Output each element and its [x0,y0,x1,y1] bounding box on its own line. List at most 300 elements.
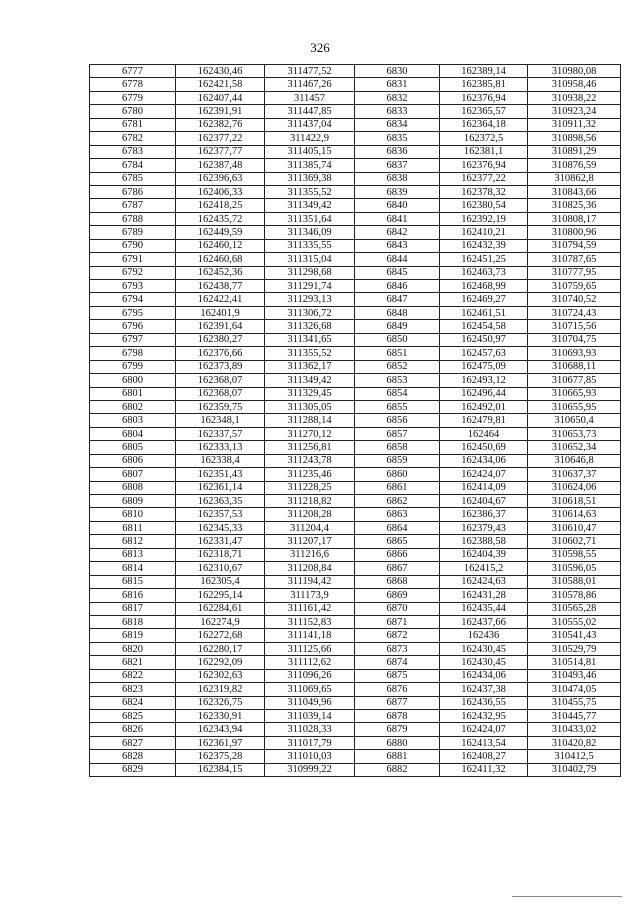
y-coordinate-cell: 311447,85 [265,105,355,118]
x-coordinate-cell: 162424,07 [440,468,528,481]
point-number-cell: 6819 [90,629,176,642]
table-row [90,535,621,548]
point-number-cell: 6784 [90,159,176,172]
point-number-cell: 6799 [90,360,176,373]
table-row [90,78,621,91]
y-coordinate-cell: 310688,11 [528,360,621,373]
point-number-cell: 6875 [355,669,440,682]
table-row [90,172,621,185]
y-coordinate-cell: 310618,51 [528,495,621,508]
point-number-cell: 6857 [355,427,440,440]
y-coordinate-cell: 311306,72 [265,306,355,319]
y-coordinate-cell: 311305,05 [265,400,355,413]
table-row [90,293,621,306]
table-row [90,723,621,736]
x-coordinate-cell: 162388,58 [440,535,528,548]
point-number-cell: 6783 [90,145,176,158]
point-number-cell: 6787 [90,199,176,212]
table-row [90,521,621,534]
x-coordinate-cell: 162450,97 [440,333,528,346]
y-coordinate-cell: 311329,45 [265,387,355,400]
table-row [90,683,621,696]
y-coordinate-cell: 310637,37 [528,468,621,481]
x-coordinate-cell: 162460,12 [176,239,265,252]
table-row [90,696,621,709]
table-row [90,427,621,440]
point-number-cell: 6780 [90,105,176,118]
table-row [90,750,621,763]
table-row [90,132,621,145]
point-number-cell: 6834 [355,118,440,131]
y-coordinate-cell: 310911,32 [528,118,621,131]
x-coordinate-cell: 162391,91 [176,105,265,118]
y-coordinate-cell: 311351,64 [265,212,355,225]
y-coordinate-cell: 310493,46 [528,669,621,682]
table-row [90,736,621,749]
x-coordinate-cell: 162385,81 [440,78,528,91]
y-coordinate-cell: 311228,25 [265,481,355,494]
y-coordinate-cell: 311477,52 [265,65,355,78]
point-number-cell: 6809 [90,495,176,508]
point-number-cell: 6881 [355,750,440,763]
point-number-cell: 6852 [355,360,440,373]
y-coordinate-cell: 310402,79 [528,763,621,776]
y-coordinate-cell: 310898,56 [528,132,621,145]
y-coordinate-cell: 310923,24 [528,105,621,118]
x-coordinate-cell: 162318,71 [176,548,265,561]
y-coordinate-cell: 310598,55 [528,548,621,561]
y-coordinate-cell: 311208,28 [265,508,355,521]
point-number-cell: 6841 [355,212,440,225]
table-row [90,629,621,642]
x-coordinate-cell: 162410,21 [440,226,528,239]
y-coordinate-cell: 310891,29 [528,145,621,158]
x-coordinate-cell: 162337,57 [176,427,265,440]
y-coordinate-cell: 310652,34 [528,441,621,454]
x-coordinate-cell: 162436 [440,629,528,642]
point-number-cell: 6856 [355,414,440,427]
x-coordinate-cell: 162376,94 [440,159,528,172]
y-coordinate-cell: 311243,78 [265,454,355,467]
point-number-cell: 6853 [355,374,440,387]
y-coordinate-cell: 310474,05 [528,683,621,696]
y-coordinate-cell: 310876,59 [528,159,621,172]
coordinates-table-body [90,65,621,777]
x-coordinate-cell: 162391,64 [176,320,265,333]
y-coordinate-cell: 311315,04 [265,253,355,266]
point-number-cell: 6803 [90,414,176,427]
y-coordinate-cell: 310578,86 [528,589,621,602]
table-row [90,199,621,212]
table-row [90,387,621,400]
point-number-cell: 6874 [355,656,440,669]
x-coordinate-cell: 162454,58 [440,320,528,333]
y-coordinate-cell: 310843,66 [528,185,621,198]
point-number-cell: 6850 [355,333,440,346]
x-coordinate-cell: 162435,44 [440,602,528,615]
x-coordinate-cell: 162351,43 [176,468,265,481]
y-coordinate-cell: 310596,05 [528,562,621,575]
y-coordinate-cell: 310588,01 [528,575,621,588]
point-number-cell: 6781 [90,118,176,131]
y-coordinate-cell: 310715,56 [528,320,621,333]
x-coordinate-cell: 162372,5 [440,132,528,145]
x-coordinate-cell: 162310,67 [176,562,265,575]
point-number-cell: 6838 [355,172,440,185]
x-coordinate-cell: 162430,45 [440,656,528,669]
point-number-cell: 6806 [90,454,176,467]
y-coordinate-cell: 311218,82 [265,495,355,508]
table-row [90,414,621,427]
point-number-cell: 6861 [355,481,440,494]
x-coordinate-cell: 162379,43 [440,521,528,534]
table-row [90,562,621,575]
x-coordinate-cell: 162319,82 [176,683,265,696]
point-number-cell: 6789 [90,226,176,239]
table-row [90,226,621,239]
x-coordinate-cell: 162386,37 [440,508,528,521]
table-row [90,669,621,682]
y-coordinate-cell: 311362,17 [265,360,355,373]
y-coordinate-cell: 311326,68 [265,320,355,333]
y-coordinate-cell: 311208,84 [265,562,355,575]
point-number-cell: 6844 [355,253,440,266]
y-coordinate-cell: 310610,47 [528,521,621,534]
x-coordinate-cell: 162302,63 [176,669,265,682]
point-number-cell: 6854 [355,387,440,400]
point-number-cell: 6786 [90,185,176,198]
point-number-cell: 6791 [90,253,176,266]
x-coordinate-cell: 162389,14 [440,65,528,78]
y-coordinate-cell: 310677,85 [528,374,621,387]
y-coordinate-cell: 310412,5 [528,750,621,763]
point-number-cell: 6843 [355,239,440,252]
point-number-cell: 6831 [355,78,440,91]
point-number-cell: 6810 [90,508,176,521]
y-coordinate-cell: 310455,75 [528,696,621,709]
y-coordinate-cell: 311112,62 [265,656,355,669]
table-row [90,320,621,333]
point-number-cell: 6846 [355,280,440,293]
point-number-cell: 6865 [355,535,440,548]
x-coordinate-cell: 162424,63 [440,575,528,588]
y-coordinate-cell: 311341,65 [265,333,355,346]
x-coordinate-cell: 162330,91 [176,710,265,723]
point-number-cell: 6801 [90,387,176,400]
x-coordinate-cell: 162437,38 [440,683,528,696]
table-row [90,454,621,467]
x-coordinate-cell: 162493,12 [440,374,528,387]
x-coordinate-cell: 162387,48 [176,159,265,172]
point-number-cell: 6871 [355,615,440,628]
x-coordinate-cell: 162377,22 [440,172,528,185]
y-coordinate-cell: 311270,12 [265,427,355,440]
point-number-cell: 6868 [355,575,440,588]
point-number-cell: 6797 [90,333,176,346]
x-coordinate-cell: 162331,47 [176,535,265,548]
x-coordinate-cell: 162468,99 [440,280,528,293]
x-coordinate-cell: 162373,89 [176,360,265,373]
y-coordinate-cell: 310693,93 [528,347,621,360]
point-number-cell: 6825 [90,710,176,723]
y-coordinate-cell: 311405,15 [265,145,355,158]
x-coordinate-cell: 162461,51 [440,306,528,319]
x-coordinate-cell: 162435,72 [176,212,265,225]
x-coordinate-cell: 162475,09 [440,360,528,373]
y-coordinate-cell: 311161,42 [265,602,355,615]
point-number-cell: 6818 [90,615,176,628]
point-number-cell: 6828 [90,750,176,763]
point-number-cell: 6802 [90,400,176,413]
y-coordinate-cell: 310555,02 [528,615,621,628]
table-row [90,185,621,198]
x-coordinate-cell: 162343,94 [176,723,265,736]
table-row [90,441,621,454]
x-coordinate-cell: 162450,69 [440,441,528,454]
y-coordinate-cell: 310958,46 [528,78,621,91]
y-coordinate-cell: 311422,9 [265,132,355,145]
point-number-cell: 6840 [355,199,440,212]
x-coordinate-cell: 162333,13 [176,441,265,454]
table-row [90,710,621,723]
point-number-cell: 6807 [90,468,176,481]
x-coordinate-cell: 162365,57 [440,105,528,118]
x-coordinate-cell: 162413,54 [440,736,528,749]
y-coordinate-cell: 310777,95 [528,266,621,279]
y-coordinate-cell: 311385,74 [265,159,355,172]
point-number-cell: 6794 [90,293,176,306]
y-coordinate-cell: 311349,42 [265,374,355,387]
point-number-cell: 6878 [355,710,440,723]
point-number-cell: 6777 [90,65,176,78]
x-coordinate-cell: 162364,18 [440,118,528,131]
x-coordinate-cell: 162421,58 [176,78,265,91]
y-coordinate-cell: 311335,55 [265,239,355,252]
table-row [90,602,621,615]
x-coordinate-cell: 162284,61 [176,602,265,615]
x-coordinate-cell: 162422,41 [176,293,265,306]
point-number-cell: 6821 [90,656,176,669]
x-coordinate-cell: 162432,95 [440,710,528,723]
y-coordinate-cell: 311141,18 [265,629,355,642]
y-coordinate-cell: 311256,81 [265,441,355,454]
x-coordinate-cell: 162338,4 [176,454,265,467]
x-coordinate-cell: 162492,01 [440,400,528,413]
x-coordinate-cell: 162272,68 [176,629,265,642]
x-coordinate-cell: 162295,14 [176,589,265,602]
x-coordinate-cell: 162375,28 [176,750,265,763]
table-row [90,280,621,293]
y-coordinate-cell: 310433,02 [528,723,621,736]
y-coordinate-cell: 310704,75 [528,333,621,346]
y-coordinate-cell: 311293,13 [265,293,355,306]
x-coordinate-cell: 162280,17 [176,642,265,655]
point-number-cell: 6824 [90,696,176,709]
x-coordinate-cell: 162424,07 [440,723,528,736]
y-coordinate-cell: 311194,42 [265,575,355,588]
point-number-cell: 6860 [355,468,440,481]
table-row [90,266,621,279]
point-number-cell: 6882 [355,763,440,776]
x-coordinate-cell: 162452,36 [176,266,265,279]
point-number-cell: 6870 [355,602,440,615]
point-number-cell: 6823 [90,683,176,696]
point-number-cell: 6805 [90,441,176,454]
x-coordinate-cell: 162384,15 [176,763,265,776]
x-coordinate-cell: 162381,1 [440,145,528,158]
y-coordinate-cell: 310541,43 [528,629,621,642]
y-coordinate-cell: 310808,17 [528,212,621,225]
point-number-cell: 6851 [355,347,440,360]
point-number-cell: 6782 [90,132,176,145]
y-coordinate-cell: 310980,08 [528,65,621,78]
y-coordinate-cell: 310650,4 [528,414,621,427]
point-number-cell: 6816 [90,589,176,602]
x-coordinate-cell: 162359,75 [176,400,265,413]
x-coordinate-cell: 162430,45 [440,642,528,655]
point-number-cell: 6792 [90,266,176,279]
x-coordinate-cell: 162434,06 [440,454,528,467]
y-coordinate-cell: 310999,22 [265,763,355,776]
y-coordinate-cell: 310938,22 [528,91,621,104]
table-row [90,400,621,413]
table-row [90,65,621,78]
point-number-cell: 6869 [355,589,440,602]
point-number-cell: 6880 [355,736,440,749]
y-coordinate-cell: 310759,65 [528,280,621,293]
point-number-cell: 6804 [90,427,176,440]
point-number-cell: 6872 [355,629,440,642]
table-row [90,481,621,494]
x-coordinate-cell: 162407,44 [176,91,265,104]
x-coordinate-cell: 162368,07 [176,387,265,400]
y-coordinate-cell: 310445,77 [528,710,621,723]
point-number-cell: 6814 [90,562,176,575]
point-number-cell: 6827 [90,736,176,749]
x-coordinate-cell: 162415,2 [440,562,528,575]
table-row [90,575,621,588]
y-coordinate-cell: 311039,14 [265,710,355,723]
y-coordinate-cell: 311457 [265,91,355,104]
point-number-cell: 6845 [355,266,440,279]
x-coordinate-cell: 162377,22 [176,132,265,145]
point-number-cell: 6793 [90,280,176,293]
x-coordinate-cell: 162464 [440,427,528,440]
point-number-cell: 6864 [355,521,440,534]
point-number-cell: 6832 [355,91,440,104]
table-row [90,468,621,481]
y-coordinate-cell: 310529,79 [528,642,621,655]
y-coordinate-cell: 311349,42 [265,199,355,212]
y-coordinate-cell: 311125,66 [265,642,355,655]
table-row [90,333,621,346]
table-row [90,145,621,158]
table-row [90,495,621,508]
y-coordinate-cell: 310565,28 [528,602,621,615]
x-coordinate-cell: 162382,76 [176,118,265,131]
point-number-cell: 6879 [355,723,440,736]
y-coordinate-cell: 310655,95 [528,400,621,413]
x-coordinate-cell: 162377,77 [176,145,265,158]
table-row [90,212,621,225]
table-row [90,763,621,776]
point-number-cell: 6822 [90,669,176,682]
x-coordinate-cell: 162449,59 [176,226,265,239]
x-coordinate-cell: 162432,39 [440,239,528,252]
point-number-cell: 6796 [90,320,176,333]
point-number-cell: 6808 [90,481,176,494]
point-number-cell: 6849 [355,320,440,333]
y-coordinate-cell: 311291,74 [265,280,355,293]
x-coordinate-cell: 162460,68 [176,253,265,266]
footer-rule [512,896,622,897]
y-coordinate-cell: 311204,4 [265,521,355,534]
point-number-cell: 6848 [355,306,440,319]
x-coordinate-cell: 162396,63 [176,172,265,185]
table-row [90,374,621,387]
x-coordinate-cell: 162457,63 [440,347,528,360]
point-number-cell: 6877 [355,696,440,709]
y-coordinate-cell: 311096,26 [265,669,355,682]
point-number-cell: 6785 [90,172,176,185]
point-number-cell: 6842 [355,226,440,239]
x-coordinate-cell: 162378,32 [440,185,528,198]
y-coordinate-cell: 310740,52 [528,293,621,306]
y-coordinate-cell: 310602,71 [528,535,621,548]
y-coordinate-cell: 311369,38 [265,172,355,185]
x-coordinate-cell: 162348,1 [176,414,265,427]
point-number-cell: 6835 [355,132,440,145]
table-row [90,360,621,373]
point-number-cell: 6820 [90,642,176,655]
x-coordinate-cell: 162363,35 [176,495,265,508]
x-coordinate-cell: 162436,55 [440,696,528,709]
y-coordinate-cell: 311437,04 [265,118,355,131]
point-number-cell: 6815 [90,575,176,588]
y-coordinate-cell: 310420,82 [528,736,621,749]
x-coordinate-cell: 162404,39 [440,548,528,561]
point-number-cell: 6876 [355,683,440,696]
x-coordinate-cell: 162479,81 [440,414,528,427]
y-coordinate-cell: 311017,79 [265,736,355,749]
y-coordinate-cell: 311346,09 [265,226,355,239]
y-coordinate-cell: 311355,52 [265,347,355,360]
x-coordinate-cell: 162376,94 [440,91,528,104]
x-coordinate-cell: 162469,27 [440,293,528,306]
x-coordinate-cell: 162437,66 [440,615,528,628]
point-number-cell: 6830 [355,65,440,78]
x-coordinate-cell: 162292,09 [176,656,265,669]
x-coordinate-cell: 162376,66 [176,347,265,360]
y-coordinate-cell: 310665,93 [528,387,621,400]
table-row [90,306,621,319]
point-number-cell: 6813 [90,548,176,561]
point-number-cell: 6863 [355,508,440,521]
table-row [90,91,621,104]
page-number: 326 [310,40,330,55]
table-row [90,548,621,561]
y-coordinate-cell: 311355,52 [265,185,355,198]
y-coordinate-cell: 311010,03 [265,750,355,763]
y-coordinate-cell: 311298,68 [265,266,355,279]
point-number-cell: 6847 [355,293,440,306]
table-row [90,105,621,118]
x-coordinate-cell: 162368,07 [176,374,265,387]
x-coordinate-cell: 162380,54 [440,199,528,212]
table-row [90,253,621,266]
y-coordinate-cell: 310787,65 [528,253,621,266]
point-number-cell: 6855 [355,400,440,413]
